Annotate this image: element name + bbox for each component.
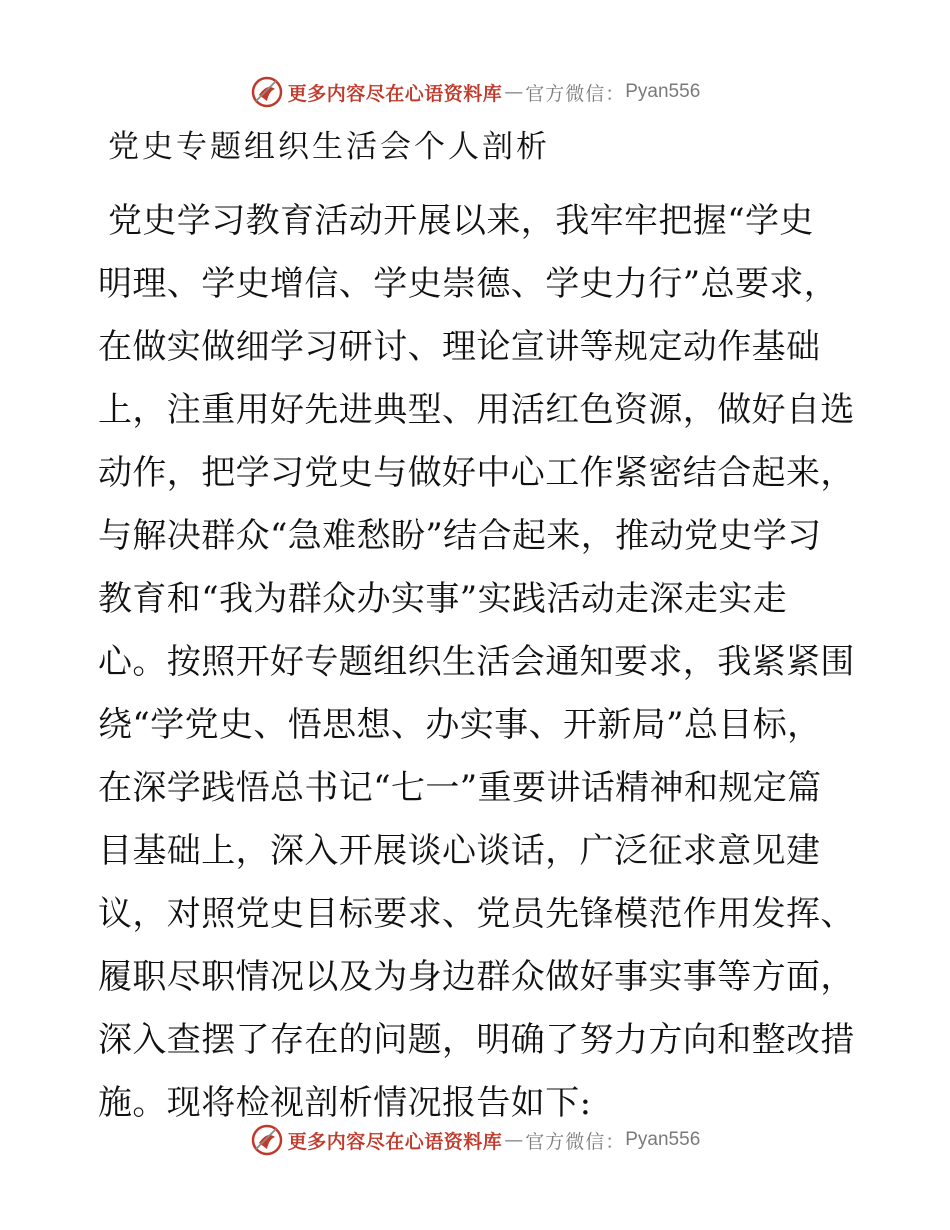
body-line: 履职尽职情况以及为身边群众做好事实事等方面， — [98, 957, 855, 997]
body-line: 施。现将检视剖析情况报告如下: — [98, 1083, 592, 1123]
watermark-label: 官方微信： — [525, 82, 626, 105]
body-line: 在做实做细学习研讨、理论宣讲等规定动作基础 — [98, 327, 821, 367]
watermark-footer — [0, 1120, 950, 1160]
body-line: 党史学习教育活动开展以来，我牢牢把握“学史 — [108, 201, 814, 241]
body-line: 目基础上，深入开展谈心谈话，广泛征求意见建 — [98, 831, 821, 871]
body-line: 深入查摆了存在的问题，明确了努力方向和整改措 — [98, 1020, 855, 1060]
body-line: 议，对照党史目标要求、党员先锋模范作用发挥、 — [98, 894, 855, 934]
body-line: 心。按照开好专题组织生活会通知要求，我紧紧围 — [98, 642, 855, 682]
body-line: 绕“学党史、悟思想、办实事、开新局”总目标， — [98, 705, 822, 745]
watermark-dash: — — [504, 1129, 524, 1151]
watermark-wechat-id: Pyan556 — [625, 1129, 701, 1150]
watermark-logo-icon — [250, 75, 284, 109]
watermark-text: 更多内容尽在心语资料库 — [287, 82, 503, 105]
body-line: 上，注重用好先进典型、用活红色资源，做好自选 — [98, 390, 855, 430]
body-line: 与解决群众“急难愁盼”结合起来，推动党史学习 — [98, 516, 822, 556]
watermark-text: 更多内容尽在心语资料库 — [287, 1130, 503, 1153]
body-line: 教育和“我为群众办实事”实践活动走深走实走 — [98, 579, 788, 619]
document-body — [98, 190, 858, 1135]
watermark-dash: — — [504, 81, 524, 103]
watermark-label: 官方微信： — [525, 1130, 626, 1153]
document-title: 党史专题组织生活会个人剖析 — [108, 129, 550, 165]
watermark-logo-icon — [250, 1123, 284, 1157]
watermark-wechat-id: Pyan556 — [625, 81, 701, 102]
body-line: 动作，把学习党史与做好中心工作紧密结合起来， — [98, 453, 855, 493]
body-line: 明理、学史增信、学史崇德、学史力行”总要求， — [98, 264, 839, 304]
watermark-header — [0, 72, 950, 112]
body-line: 在深学践悟总书记“七一”重要讲话精神和规定篇 — [98, 768, 822, 808]
